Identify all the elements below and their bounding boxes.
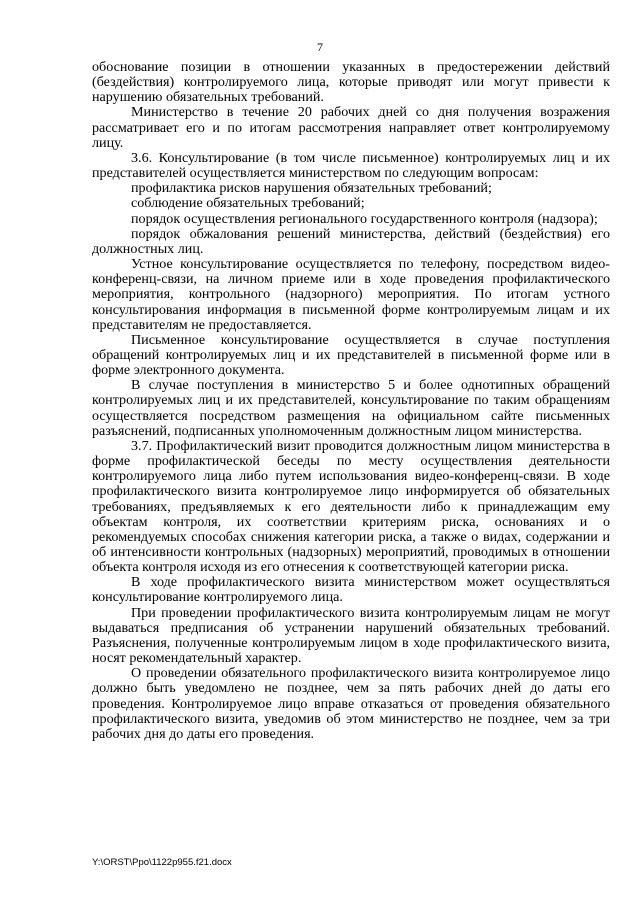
document-body — [92, 60, 610, 742]
footer-file-path: Y:\ORST\Ppo\1122p955.f21.docx — [92, 857, 232, 868]
paragraph: Устное консультирование осуществляется по телефону, посредством видео-конференц-связи, на личном приеме или в ходе проведения профилактического мероприятия, контрольного (надзорного) мероприятия. По итогам устного консультирования информация в письменной форме контролируемым лицам и их представителям не предоставляется. — [92, 256, 610, 333]
paragraph: Министерство в течение 20 рабочих дней со дня получения возражения рассматривает его и по итогам рассмотрения направляет ответ контролируемому лицу. — [92, 104, 610, 151]
paragraph: При проведении профилактического визита контролируемым лицам не могут выдаваться предписания об устранении нарушений обязательных требований. Разъяснения, полученные контролируемым лицом в ходе профилактического визита, носят рекомендательный характер. — [92, 604, 610, 667]
paragraph: соблюдение обязательных требований; — [131, 195, 365, 212]
paragraph: обоснование позиции в отношении указанных в предостережении действий (бездействия) контролируемого лица, которые приводят или могут привести к нарушению обязательных требований. — [92, 59, 610, 106]
paragraph: порядок обжалования решений министерства, действий (бездействия) его должностных лиц. — [92, 225, 610, 257]
paragraph: О проведении обязательного профилактического визита контролируемое лицо должно быть уведомлено не позднее, чем за пять рабочих дней до даты его проведения. Контролируемое лицо вправе отказаться от проведения обязательного профилактического визита, уведомив об этом министерство не позднее, чем за три рабочих дня до даты его проведения. — [92, 665, 610, 742]
paragraph: профилактика рисков нарушения обязательных требований; — [131, 180, 492, 197]
page-number: 7 — [317, 40, 323, 54]
paragraph: 3.6. Консультирование (в том числе письменное) контролируемых лиц и их представителей осуществляется министерством по следующим вопросам: — [92, 149, 610, 182]
paragraph: порядок осуществления регионального государственного контроля (надзора); — [131, 210, 598, 227]
paragraph: В ходе профилактического визита министерством может осуществляться консультирование контролируемого лица. — [92, 574, 610, 606]
paragraph: Письменное консультирование осуществляется в случае поступления обращений контролируемых лиц и их представителей в письменной форме или в форме электронного документа. — [92, 331, 610, 379]
paragraph: 3.7. Профилактический визит проводится должностным лицом министерства в форме профилактической беседы по месту осуществления деятельности контролируемого лица либо путем использования видео-конференц-связи. В ходе профилактического визита контролируемое лицо информируется об обязательных требованиях, предъявляемых к его деятельности либо к принадлежащим ему объектам контроля, их соответствии критериям риска, основаниях и о рекомендуемых способах снижения категории риска, а также о видах, содержании и об интенсивности контрольных (надзорных) мероприятий, проводимых в отношении объекта контроля исходя из его отнесения к соответствующей категории риска. — [92, 437, 610, 576]
paragraph: В случае поступления в министерство 5 и более однотипных обращений контролируемых лиц и их представителей, консультирование по таким обращениям осуществляется посредством размещения на официальном сайте письменных разъяснений, подписанных уполномоченным должностным лицом министерства. — [92, 377, 610, 439]
